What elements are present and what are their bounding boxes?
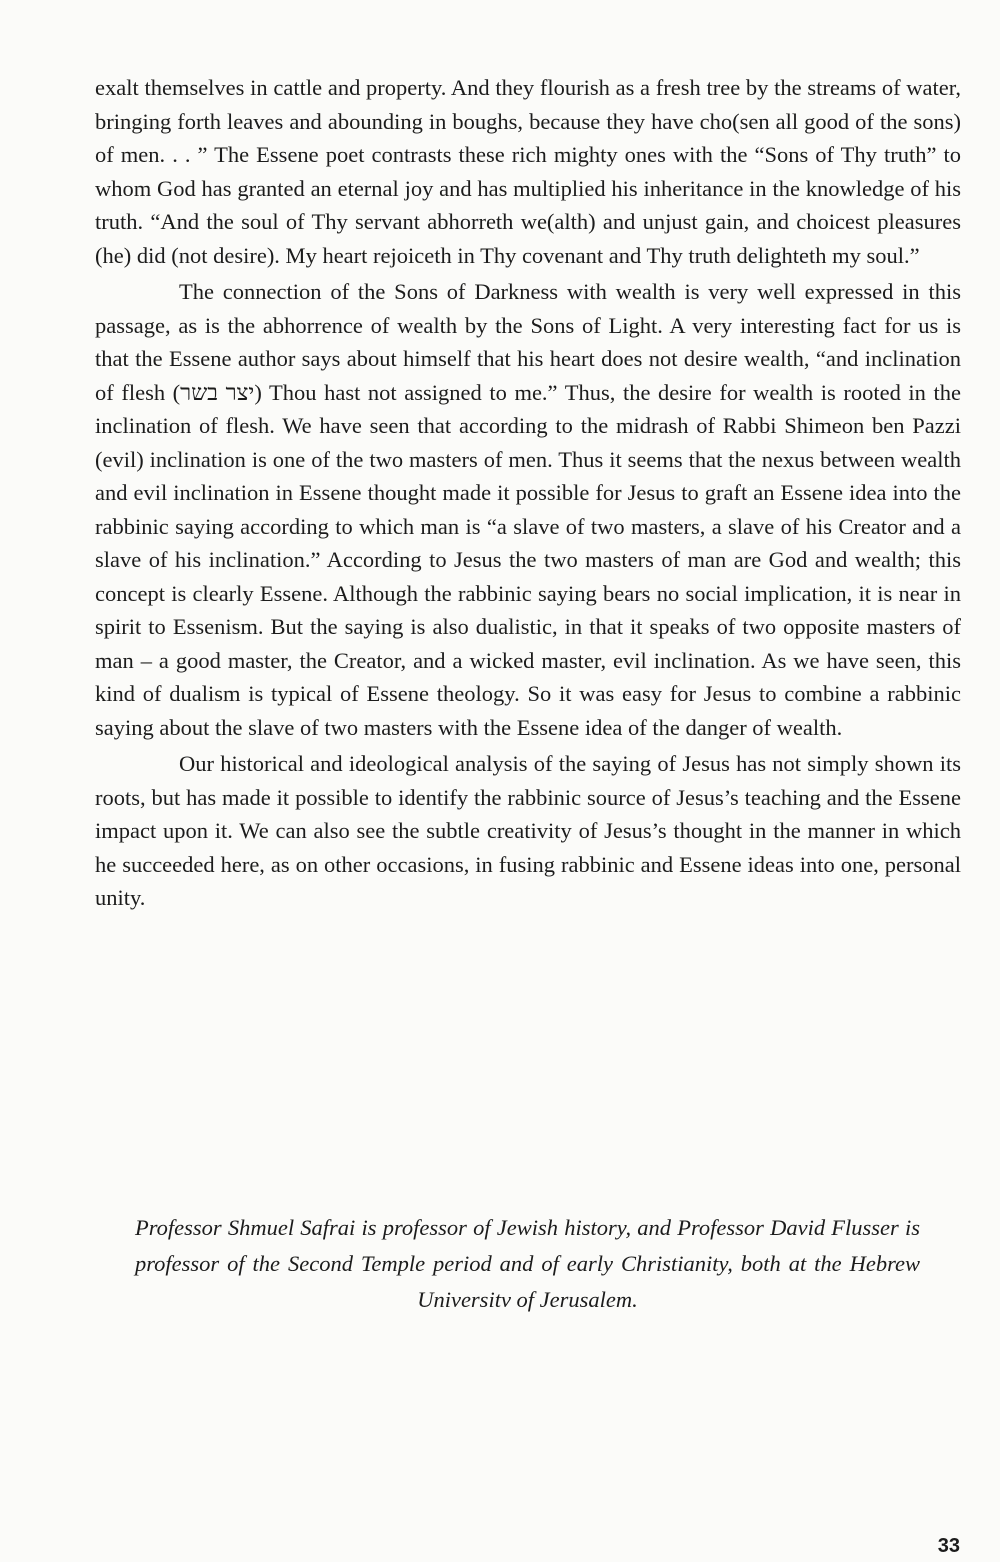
paragraph-3: Our historical and ideological analysis of the saying of Jesus has not simply shown its roots, but has made it possible to identify the rabbinic source of Jesus’s teaching and the Essene impact upon it. We can also see the subtle creativity of Jesus’s thought in the manner in which he succeeded here, as on other occasions, in fusing rabbinic and Essene ideas into one, personal unity. bbox=[95, 751, 961, 910]
page-number: 33 bbox=[937, 1535, 960, 1557]
body-text bbox=[95, 71, 961, 915]
author-note: Professor Shmuel Safrai is professor of Jewish history, and Professor David Flusser is professor of the Second Temple period and of early Christianity, both at the Hebrew Universitv of Jerusalem. bbox=[135, 1215, 920, 1312]
paragraph-1: exalt themselves in cattle and property. And they flourish as a fresh tree by the streams of water, bringing forth leaves and abounding in boughs, because they have cho(sen all good of the sons) of men. . . ” The Essene poet contrasts these rich mighty ones with the “Sons of Thy truth” to whom God has granted an eternal joy and has multiplied his inheritance in the knowledge of his truth. “And the soul of Thy servant abhorreth we(alth) and unjust gain, and choicest pleasures (he) did (not desire). My heart rejoiceth in Thy covenant and Thy truth delighteth my soul.” bbox=[95, 75, 961, 268]
paragraph-2: The connection of the Sons of Darkness with wealth is very well expressed in this passage, as is the abhorrence of wealth by the Sons of Light. A very interesting fact for us is that the Essene author says about himself that his heart does not desire wealth, “and inclination of flesh (יצר בשר) Thou hast not assigned to me.” Thus, the desire for wealth is rooted in the inclination of flesh. We have seen that according to the midrash of Rabbi Shimeon ben Pazzi (evil) inclination is one of the two masters of men. Thus it seems that the nexus between wealth and evil inclination in Essene thought made it possible for Jesus to graft an Essene idea into the rabbinic saying according to which man is “a slave of two masters, a slave of his Creator and a slave of his inclination.” According to Jesus the two masters of man are God and wealth; this concept is clearly Essene. Although the rabbinic saying bears no social implication, it is near in spirit to Essenism. But the saying is also dualistic, in that it speaks of two opposite masters of man – a good master, the Creator, and a wicked master, evil inclination. As we have seen, this kind of dualism is typical of Essene theology. So it was easy for Jesus to combine a rabbinic saying about the slave of two masters with the Essene idea of the danger of wealth. bbox=[95, 279, 961, 740]
